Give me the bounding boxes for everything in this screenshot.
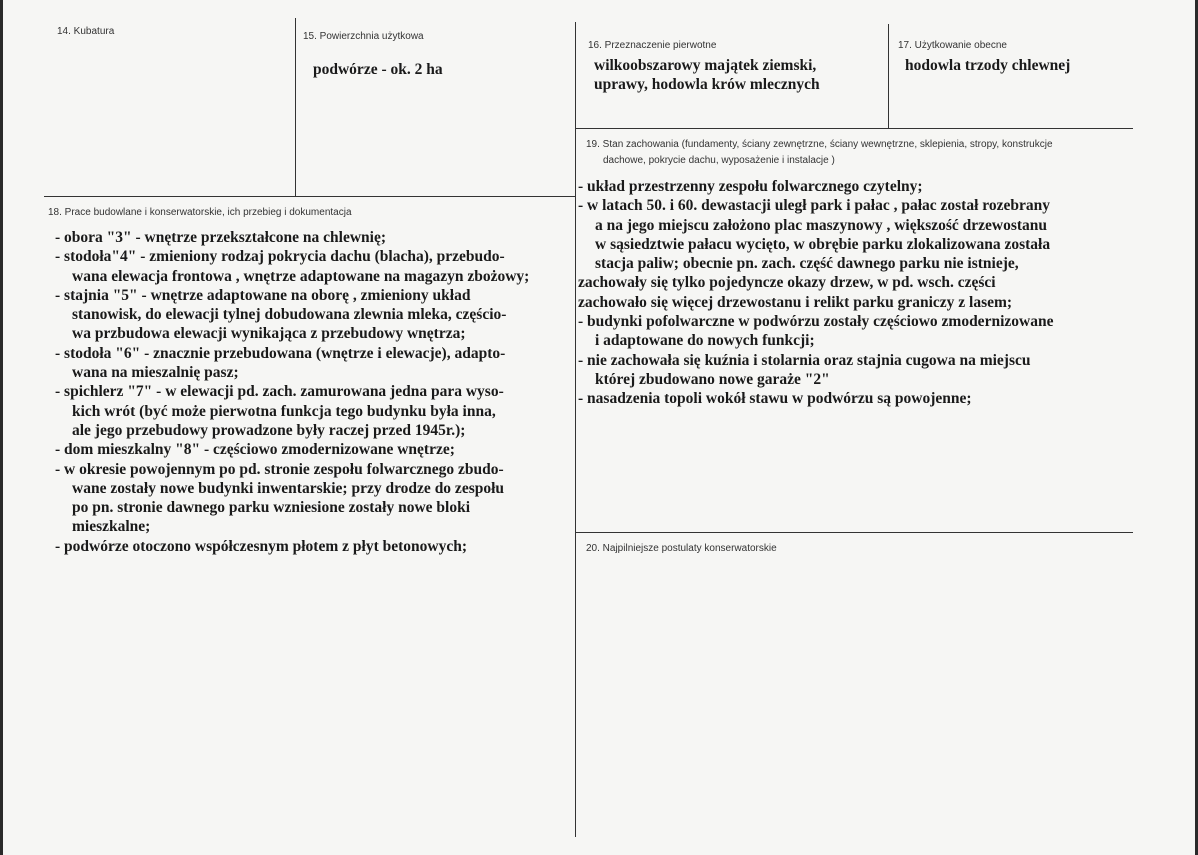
text-line: - stodoła"4" - zmieniony rodzaj pokrycia dachu (blacha), przebudo- [55,248,505,266]
text-line: - nasadzenia topoli wokół stawu w podwórzu są powojenne; [578,390,972,408]
text-line: - stajnia "5" - wnętrze adaptowane na oborę , zmieniony układ [55,286,471,304]
field-19-label-line: dachowe, pokrycie dachu, wyposażenie i instalacje ) [603,155,835,166]
text-line: wane zostały nowe budynki inwentarskie; przy drodze do zespołu [72,479,505,497]
field-16-value-line: uprawy, hodowla krów mlecznych [594,76,820,93]
field-19-text [578,177,1053,409]
text-line: zachowały się tylko pojedyncze okazy drzew, w pd. wsch. części [578,274,996,292]
text-line: - podwórze otoczono współczesnym płotem z płyt betonowych; [55,537,467,555]
text-line: której zbudowano nowe garaże "2" [595,370,830,388]
field-17-value: hodowla trzody chlewnej [905,57,1071,74]
field-16-label: 16. Przeznaczenie pierwotne [588,40,717,51]
divider-row-19 [575,128,1133,129]
text-line: po pn. stronie dawnego parku wzniesione zostały nowe bloki [72,499,471,517]
field-18-text [55,228,529,556]
text-line: wa przbudowa elewacji wynikająca z przebudowy wnętrza; [72,325,466,343]
field-16-value-line: wilkoobszarowy majątek ziemski, [594,57,817,74]
text-line: wana elewacja frontowa , wnętrze adaptowane na magazyn zbożowy; [72,267,530,285]
field-20-label: 20. Najpilniejsze postulaty konserwatorskie [586,543,777,554]
text-line: - obora "3" - wnętrze przekształcone na chlewnię; [55,229,387,246]
text-line: - spichlerz "7" - w elewacji pd. zach. zamurowana jedna para wyso- [55,383,504,401]
page-left-edge [0,0,3,855]
text-line: stacja paliw; obecnie pn. zach. część dawnego parku nie istnieje, [595,255,1019,273]
text-line: w sąsiedztwie pałacu wycięto, w obrębie parku zlokalizowana została [595,235,1051,253]
field-19-label [586,137,1053,169]
text-line: - budynki pofolwarczne w podwórzu zostały częściowo zmodernizowane [578,313,1054,331]
text-line: i adaptowane do nowych funkcji; [595,332,815,350]
divider-14-15 [295,18,296,196]
text-line: stanowisk, do elewacji tylnej dobudowana zlewnia mleka, częścio- [72,306,507,324]
divider-16-17 [888,24,889,128]
text-line: - w okresie powojennym po pd. stronie zespołu folwarcznego zbudo- [55,460,504,478]
divider-row-18 [44,196,575,197]
field-19-label-line: 19. Stan zachowania (fundamenty, ściany zewnętrzne, ściany wewnętrzne, sklepienia, stropy, konstrukcje [586,139,1053,150]
text-line: ale jego przebudowy prowadzone były raczej przed 1945r.); [72,421,466,439]
field-15-label: 15. Powierzchnia użytkowa [303,31,424,42]
field-17-label: 17. Użytkowanie obecne [898,40,1007,51]
text-line: - nie zachowała się kuźnia i stolarnia oraz stajnia cugowa na miejscu [578,351,1031,369]
text-line: wana na mieszalnię pasz; [72,364,239,382]
text-line: - w latach 50. i 60. dewastacji uległ park i pałac , pałac został rozebrany [578,197,1051,215]
field-18-label: 18. Prace budowlane i konserwatorskie, ich przebieg i dokumentacja [48,207,352,218]
text-line: - dom mieszkalny "8" - częściowo zmodernizowane wnętrze; [55,441,455,459]
divider-15-16 [575,22,576,837]
text-line: - stodoła "6" - znacznie przebudowana (wnętrze i elewacje), adapto- [55,344,506,362]
text-line: zachowało się więcej drzewostanu i relikt parku graniczy z lasem; [578,293,1013,311]
text-line: a na jego miejscu założono plac maszynowy , większość drzewostanu [595,216,1048,234]
text-line: mieszkalne; [72,518,151,536]
field-14-label: 14. Kubatura [57,26,115,37]
text-line: kich wrót (być może pierwotna funkcja tego budynku była inna, [72,402,496,420]
field-15-value: podwórze - ok. 2 ha [313,61,443,78]
divider-row-20 [575,532,1133,533]
text-line: - układ przestrzenny zespołu folwarcznego czytelny; [578,178,923,195]
